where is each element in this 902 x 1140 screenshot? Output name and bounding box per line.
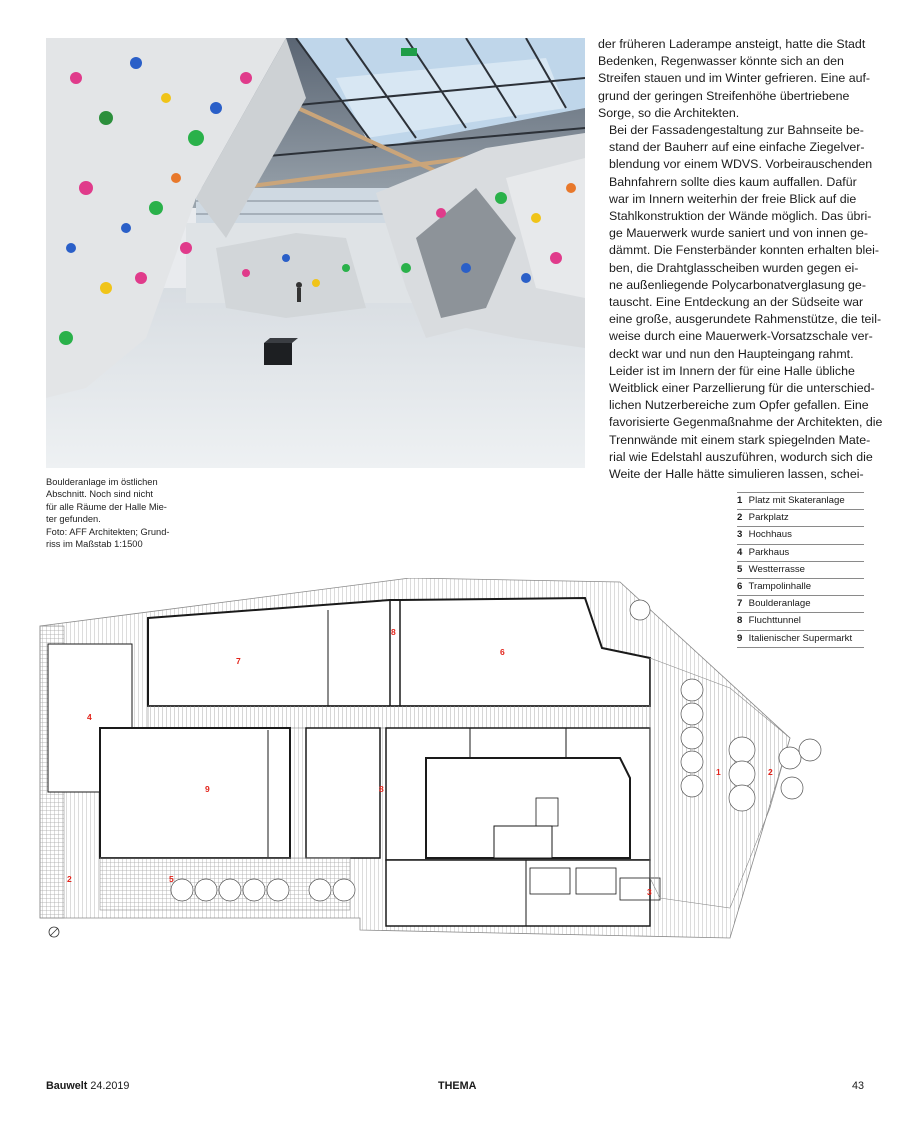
section-label: THEMA bbox=[438, 1080, 477, 1092]
paragraph-1: der früheren Laderampe ansteigt, hatte die Stadt Bedenken, Regenwasser könnte sich an den Streifen stauen und im Winter gefrieren. Eine auf- grund der geringen Streifenhöhe übertriebene Sorge, so die Architekten. bbox=[598, 37, 871, 120]
legend-item: 9 Italienischer Supermarkt bbox=[737, 630, 864, 648]
paragraph-2: Bei der Fassadengestaltung zur Bahnseite be- stand der Bauherr auf eine einfache Ziegelver- blendung vor einem WDVS. Vorbeirauschenden Bahnfahrern sollte dies kaum auffallen. Dafür war im Innern weiterhin der freie Blick auf die Stahlkonstruktion der Wände möglich. Das übri- ge Mauerwerk wurde saniert und von innen ge- dämmt. Die Fensterbänder konnten erhalten blei- ben, die Drahtglasscheiben wurden gegen ei- ne außenliegende Polycarbonatverglasung ge- tauscht. Eine Entdeckung an der Südseite war eine große, ausgerundete Rahmenstütze, die teil- weise durch eine Mauerwerk-Vorsatzschale ver- deckt war und nun den Haupteingang rahmt. bbox=[609, 123, 882, 361]
plan-label-3: 3 bbox=[647, 887, 652, 897]
plan-label-4: 4 bbox=[87, 712, 92, 722]
plan-label-7: 7 bbox=[236, 656, 241, 666]
plan-label-2: 2 bbox=[768, 767, 773, 777]
plan-label-5: 5 bbox=[169, 874, 174, 884]
legend-item: 2 Parkplatz bbox=[737, 509, 864, 526]
plan-label-8: 8 bbox=[379, 784, 384, 794]
legend-item: 8 Fluchttunnel bbox=[737, 612, 864, 629]
magazine-issue: Bauwelt 24.2019 bbox=[46, 1080, 130, 1092]
legend-item: 7 Boulderanlage bbox=[737, 595, 864, 612]
paragraph-3: Leider ist im Innern der für eine Halle übliche Weitblick einer Parzellierung für die unterschied- lichen Nutzerbereiche zum Opfer gefallen. Eine favorisierte Gegenmaßnahme der Architekten, die Trennwände mit einem stark spiegelnden Mate- rial wie Edelstahl auszuführen, wodurch sich die Weite der Halle hätte simulieren lassen, schei- bbox=[609, 363, 883, 482]
bouldering-hall-photo bbox=[46, 38, 585, 468]
page-footer bbox=[46, 1080, 864, 1096]
legend-item: 4 Parkhaus bbox=[737, 544, 864, 561]
article-body bbox=[598, 36, 883, 483]
plan-label-6: 6 bbox=[500, 647, 505, 657]
page-number: 43 bbox=[851, 1080, 864, 1092]
floor-plan bbox=[30, 578, 838, 948]
plan-label-2: 2 bbox=[67, 874, 72, 884]
legend-item: 5 Westterrasse bbox=[737, 561, 864, 578]
legend-item: 6 Trampolinhalle bbox=[737, 578, 864, 595]
plan-label-1: 1 bbox=[716, 767, 721, 777]
legend-item: 3 Hochhaus bbox=[737, 526, 864, 543]
plan-label-9: 9 bbox=[205, 784, 210, 794]
legend-item: 1 Platz mit Skateranlage bbox=[737, 492, 864, 509]
photo-caption: Boulderanlage im östlichen Abschnitt. Noch sind nicht für alle Räume der Halle Mie- ter gefunden. Foto: AFF Architekten; Grund- riss im Maßstab 1:1500 bbox=[46, 477, 170, 550]
plan-label-8: 8 bbox=[391, 627, 396, 637]
